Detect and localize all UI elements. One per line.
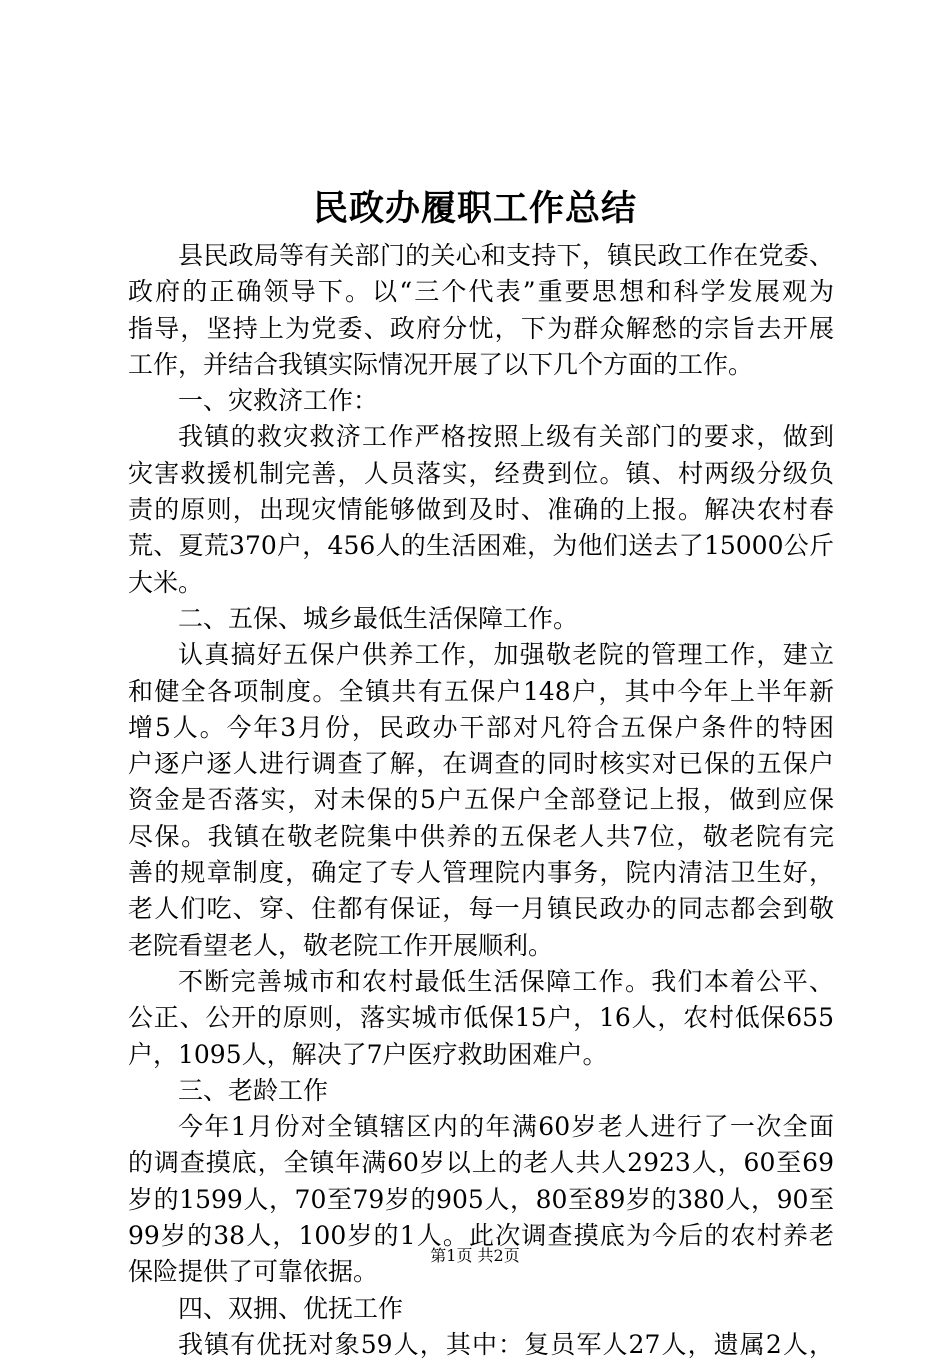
text-line: 增5人。今年3月份，民政办干部对凡符合五保户条件的特困: [128, 712, 834, 742]
text-line: 认真搞好五保户供养工作，加强敬老院的管理工作，建立: [178, 640, 834, 670]
text-line: 灾害救援机制完善，人员落实，经费到位。镇、村两级分级负: [128, 458, 834, 488]
text-line: 保险提供了可靠依据。: [128, 1257, 379, 1287]
document-title: 民政办履职工作总结: [312, 188, 637, 229]
text-line: 我镇有优抚对象59人，其中：复员军人27人，遗属2人，: [178, 1329, 834, 1359]
text-line: 资金是否落实，对未保的5户五保户全部登记上报，做到应保: [128, 785, 834, 815]
document-body: [128, 238, 834, 1363]
text-line: 户逐户逐人进行调查了解，在调查的同时核实对已保的五保户: [128, 749, 834, 779]
text-line: 我镇的救灾救济工作严格按照上级有关部门的要求，做到: [178, 422, 834, 452]
text-line: 责的原则，出现灾情能够做到及时、准确的上报。解决农村春: [128, 495, 834, 525]
text-line: 户，1095人，解决了7户医疗救助困难户。: [128, 1039, 608, 1069]
text-line: 二、五保、城乡最低生活保障工作。: [178, 603, 579, 633]
text-line: 四、双拥、优抚工作: [178, 1293, 404, 1323]
text-line: 政府的正确领导下。以“三个代表”重要思想和科学发展观为: [128, 277, 834, 307]
text-line: 善的规章制度，确定了专人管理院内事务，院内清洁卫生好，: [128, 858, 834, 888]
text-line: 岁的1599人，70至79岁的905人，80至89岁的380人，90至: [128, 1184, 834, 1214]
text-line: 的调查摸底，全镇年满60岁以上的老人共人2923人，60至69: [128, 1148, 834, 1178]
text-line: 和健全各项制度。全镇共有五保户148户，其中今年上半年新: [128, 676, 834, 706]
page-footer: 第1页 共2页: [430, 1246, 520, 1265]
text-line: 老院看望老人，敬老院工作开展顺利。: [128, 930, 554, 960]
text-line: 工作，并结合我镇实际情况开展了以下几个方面的工作。: [128, 349, 754, 379]
text-line: 老人们吃、穿、住都有保证，每一月镇民政办的同志都会到敬: [128, 894, 834, 924]
text-line: 今年1月份对全镇辖区内的年满60岁老人进行了一次全面: [178, 1112, 834, 1142]
text-line: 大米。: [128, 567, 204, 597]
text-line: 荒、夏荒370户，456人的生活困难，为他们送去了15000公斤: [128, 531, 834, 561]
text-line: 公正、公开的原则，落实城市低保15户，16人，农村低保655: [128, 1003, 834, 1033]
text-line: 指导，坚持上为党委、政府分忧，下为群众解愁的宗旨去开展: [128, 313, 834, 343]
text-line: 县民政局等有关部门的关心和支持下，镇民政工作在党委、: [178, 241, 834, 270]
text-line: 三、老龄工作: [178, 1075, 329, 1105]
text-line: 一、灾救济工作：: [178, 386, 379, 416]
text-line: 尽保。我镇在敬老院集中供养的五保老人共7位，敬老院有完: [128, 821, 834, 851]
text-line: 99岁的38人，100岁的1人。此次调查摸底为今后的农村养老: [128, 1221, 834, 1251]
text-line: 不断完善城市和农村最低生活保障工作。我们本着公平、: [178, 966, 834, 996]
